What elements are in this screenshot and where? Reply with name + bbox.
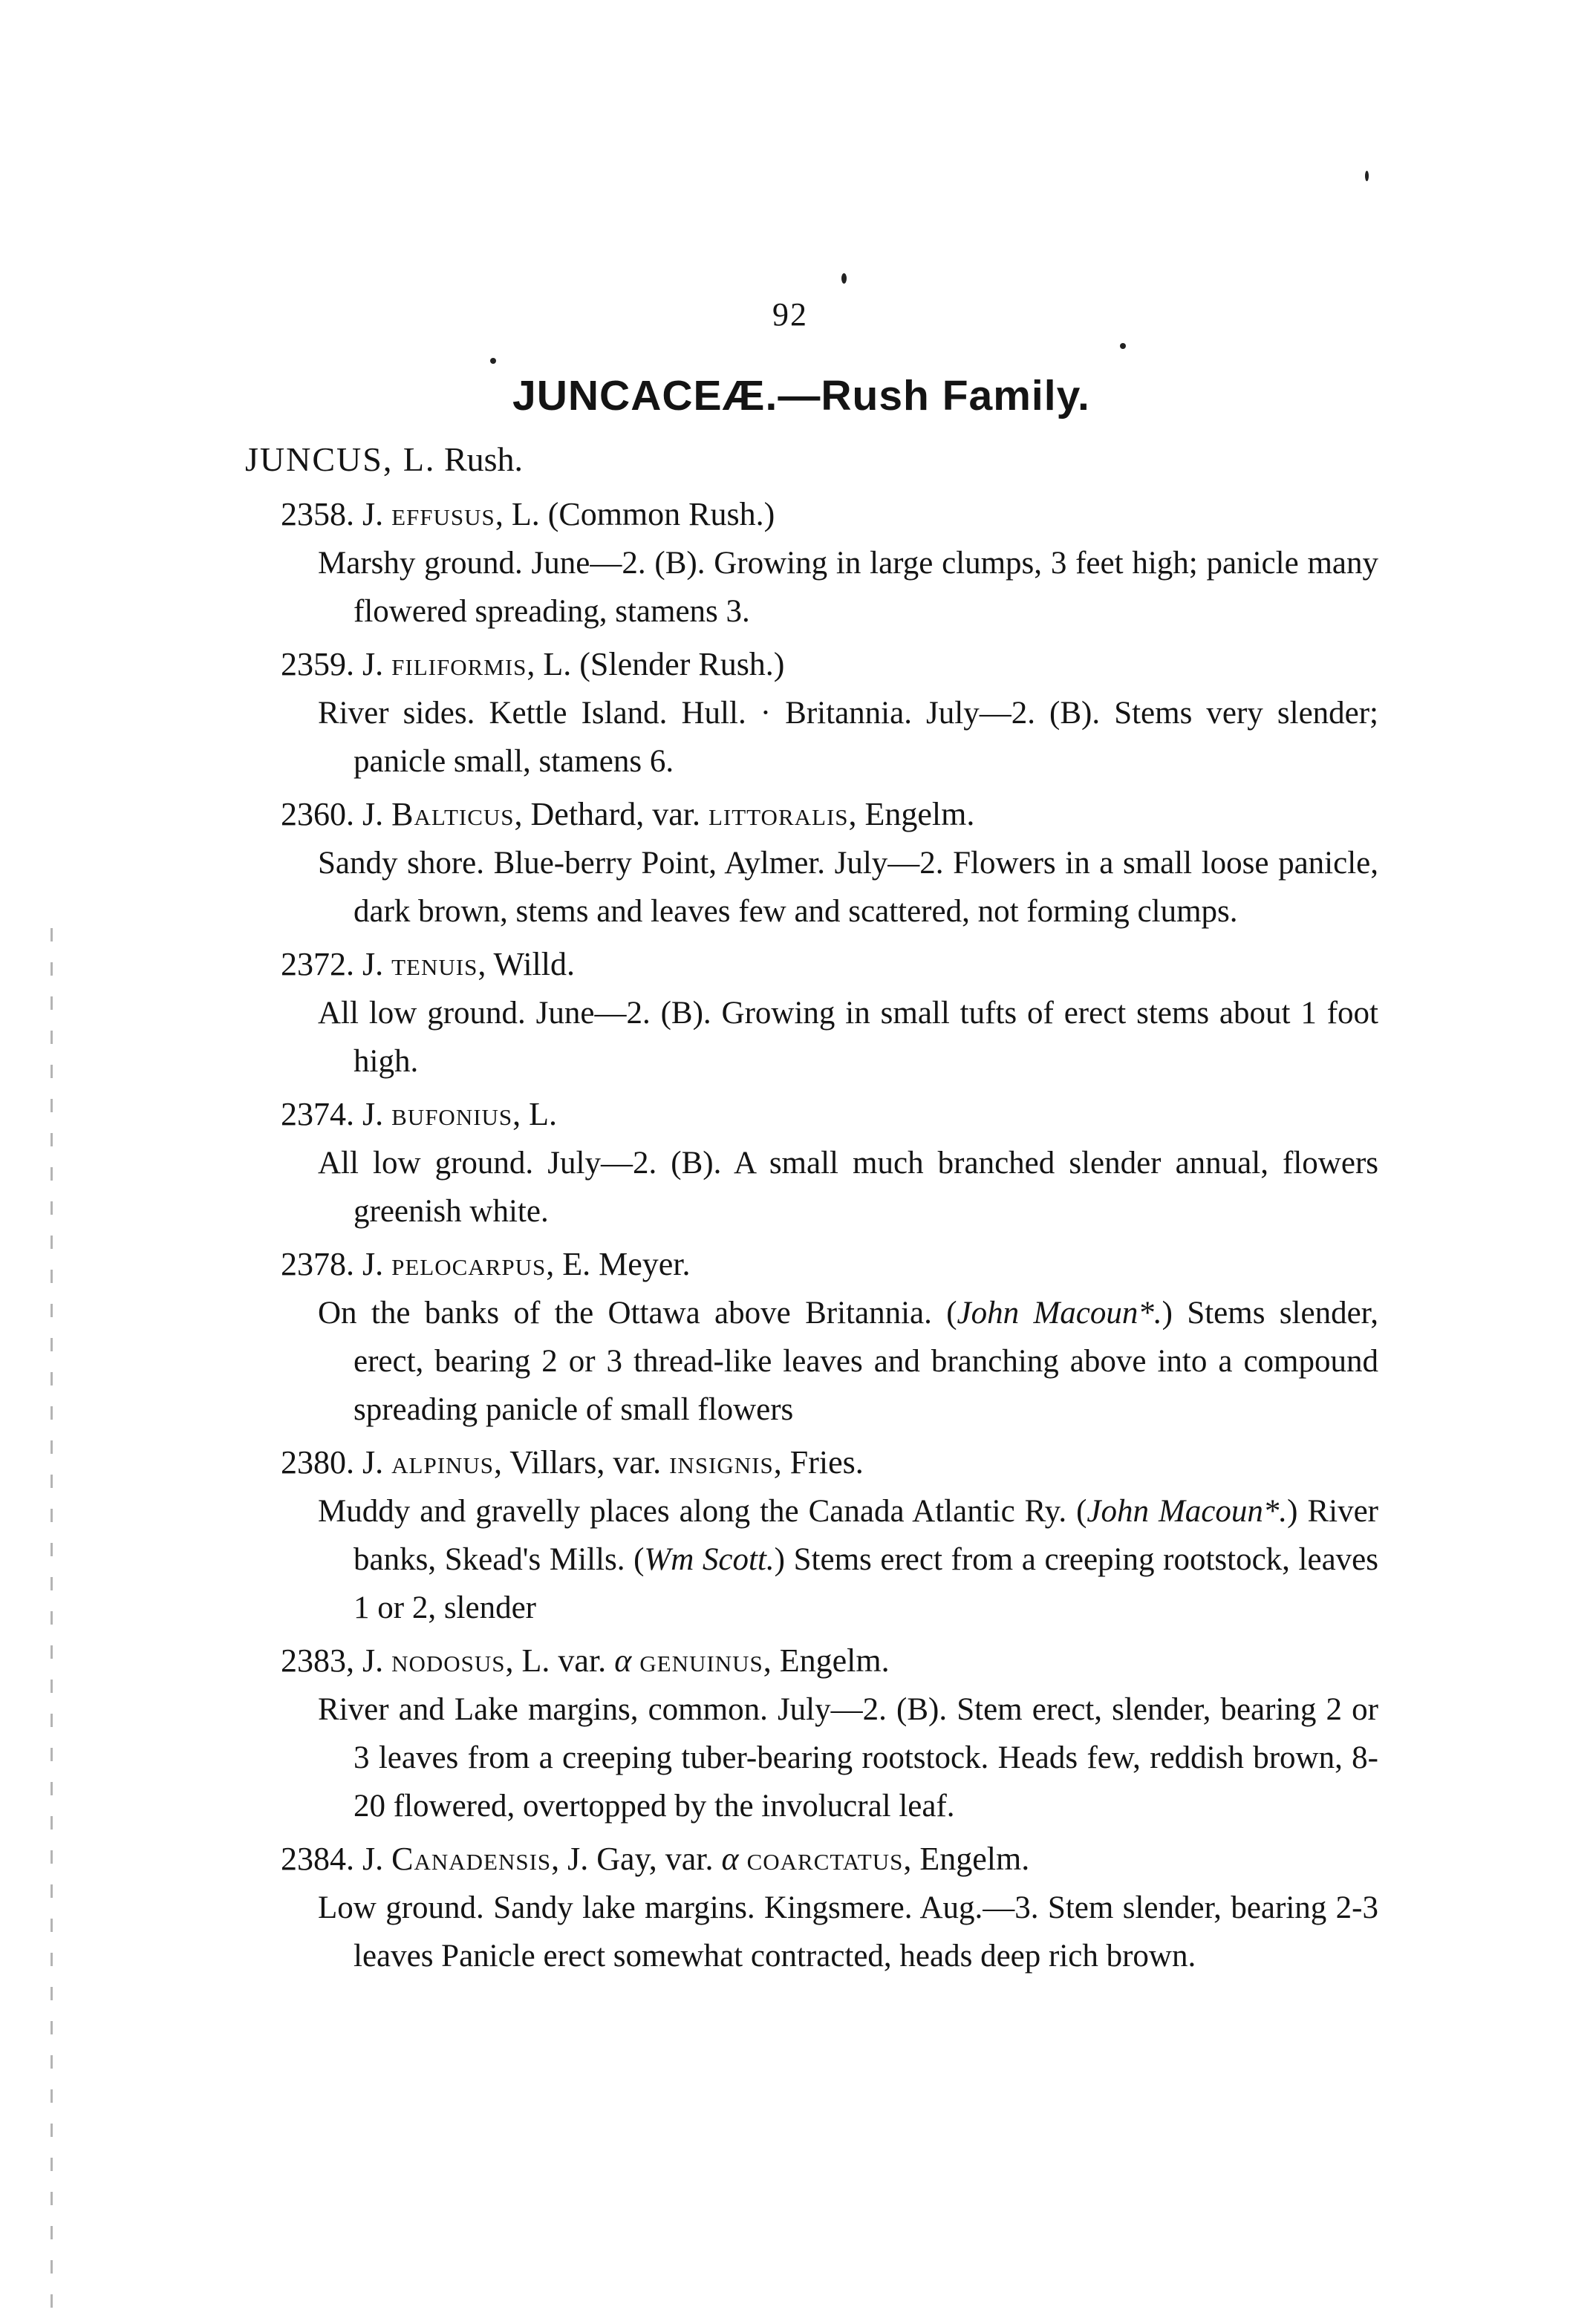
page-number: 92 [772,296,808,333]
species-authority: , E. Meyer. [546,1246,691,1282]
scan-speck [490,358,496,364]
species-description [318,1487,1378,1632]
variety-prefix: α [614,1642,640,1679]
catalogue-number: 2359. [281,646,362,682]
species-name: Balticus [391,796,515,832]
scan-speck [1120,343,1126,349]
species-description: All low ground. June—2. (B). Growing in small tufts of erect stems about 1 foot high. [318,996,1378,1079]
genus-abbreviation: J. [362,1444,392,1481]
species-entry [0,1240,1593,1434]
species-heading [0,1636,1593,1685]
family-heading: JUNCACEÆ.—Rush Family. [512,372,1090,420]
catalogue-number: 2378. [281,1246,362,1282]
species-authority: , Willd. [478,946,575,982]
species-name: Canadensis [391,1841,552,1877]
species-name: bufonius [391,1096,513,1132]
catalogue-number: 2380. [281,1444,362,1481]
species-description [318,1289,1378,1434]
catalogue-number: 2383, [281,1642,362,1679]
species-authority: , L. [512,1096,558,1132]
species-description: Low ground. Sandy lake margins. Kingsmere. Aug.—3. Stem slender, bearing 2-3 leaves Panicle erect somewhat contracted, heads deep rich brown. [318,1890,1378,1974]
species-authority: , Villars, var. [494,1444,670,1481]
species-heading [0,490,1593,539]
species-authority: , L. [495,496,540,532]
variety-authority: , Engelm. [763,1642,890,1679]
species-entries [0,490,1593,1985]
genus-abbreviation: J. [362,1246,392,1282]
species-heading [0,1240,1593,1289]
common-name: (Slender Rush.) [571,646,785,682]
species-name: effusus [391,496,495,532]
species-authority: , L. [527,646,572,682]
genus-abbreviation: J. [362,946,392,982]
catalogue-number: 2384. [281,1841,362,1877]
variety-authority: , Fries. [773,1444,864,1481]
species-heading [0,640,1593,689]
genus-heading [245,440,523,479]
species-name: nodosus [391,1642,506,1679]
genus-abbreviation: J. [362,1841,392,1877]
common-name: (Common Rush.) [539,496,775,532]
species-heading [0,1090,1593,1139]
catalogue-number: 2360. [281,796,362,832]
species-authority: , L. var. [505,1642,615,1679]
species-entry [0,1636,1593,1830]
species-name: pelocarpus [391,1246,547,1282]
species-entry [0,940,1593,1086]
species-heading [0,940,1593,989]
variety-name: genuinus [639,1642,763,1679]
variety-authority: , Engelm. [848,796,975,832]
species-authority: , Dethard, var. [514,796,708,832]
species-description: Marshy ground. June—2. (B). Growing in large clumps, 3 feet high; panicle many flowered spreading, stamens 3. [318,546,1378,629]
scan-speck [841,273,847,284]
catalogue-number: 2372. [281,946,362,982]
species-description: River sides. Kettle Island. Hull. · Britannia. July—2. (B). Stems very slender; panicle small, stamens 6. [318,696,1378,779]
description-text: ) River banks, Skead's Mills. ( [354,1494,1378,1577]
genus-abbreviation: J. [362,646,392,682]
species-entry [0,790,1593,936]
variety-prefix: α [721,1841,747,1877]
species-name: filiformis [391,646,527,682]
genus-common-name: Rush. [443,440,524,478]
genus-abbreviation: J. [362,1096,392,1132]
species-name: tenuis [391,946,478,982]
genus-abbreviation: J. [362,796,392,832]
species-description: Sandy shore. Blue-berry Point, Aylmer. July—2. Flowers in a small loose panicle, dark brown, stems and leaves few and scattered, not forming clumps. [318,846,1378,929]
genus-abbreviation: J. [362,1642,392,1679]
description-text: Muddy and gravelly places along the Canada Atlantic Ry. ( [318,1494,1087,1529]
species-description: River and Lake margins, common. July—2. (B). Stem erect, slender, bearing 2 or 3 leaves from a creeping tuber-bearing rootstock. Heads few, reddish brown, 8-20 flowered, overtopped by the involucral leaf. [318,1692,1378,1824]
catalogue-number: 2374. [281,1096,362,1132]
description-text: On the banks of the Ottawa above Britannia. ( [318,1296,957,1331]
species-entry [0,490,1593,636]
genus-abbreviation: J. [362,496,392,532]
variety-name: littoralis [708,796,849,832]
species-entry [0,1438,1593,1632]
species-heading [0,1835,1593,1884]
variety-name: coarctatus [746,1841,904,1877]
description-text: ) Stems erect from a creeping rootstock, leaves 1 or 2, slender [354,1542,1378,1625]
species-heading [0,790,1593,839]
catalogue-number: 2358. [281,496,362,532]
species-authority: , J. Gay, var. [551,1841,722,1877]
species-heading [0,1438,1593,1487]
collector-name: John Macoun*. [957,1296,1162,1331]
genus-name: JUNCUS, L. [245,440,436,478]
species-entry [0,640,1593,786]
description-text: ) Stems slender, erect, bearing 2 or 3 thread-like leaves and branching above into a compound spreading panicle of small flowers [354,1296,1378,1427]
species-description: All low ground. July—2. (B). A small much branched slender annual, flowers greenish white. [318,1146,1378,1229]
species-entry [0,1835,1593,1980]
scan-speck [1365,171,1369,181]
species-name: alpinus [391,1444,495,1481]
species-entry [0,1090,1593,1236]
variety-name: insignis [669,1444,774,1481]
collector-name: John Macoun*. [1087,1494,1288,1529]
variety-authority: , Engelm. [903,1841,1030,1877]
collector-name: Wm Scott. [644,1542,775,1577]
